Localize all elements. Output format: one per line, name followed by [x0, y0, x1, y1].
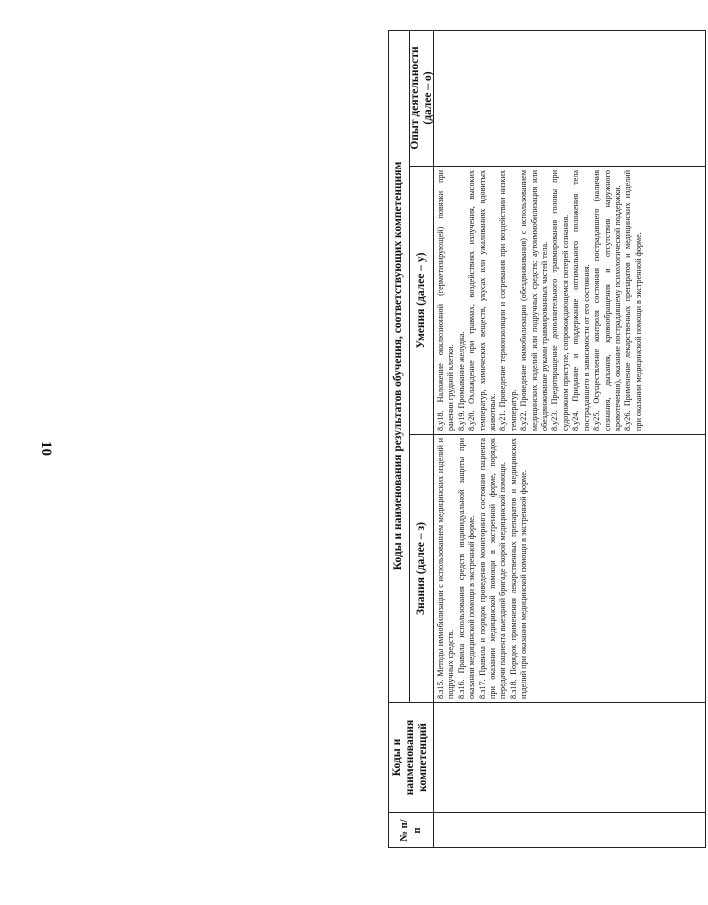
knowledge-item: 8.з15. Методы иммобилизации с использованием медицинских изделий и подручных средств. [436, 438, 456, 699]
header-experience: Опыт деятельности (далее – о) [410, 30, 434, 166]
cell-codes-empty [434, 702, 706, 812]
header-skills: Умения (далее – у) [410, 166, 434, 434]
skill-item: 8.у18. Наложение окклюзионной (герметизирующей) повязки при ранении грудной клетки. [436, 170, 456, 431]
rotated-table [388, 28, 708, 848]
cell-number-empty [434, 812, 706, 848]
cell-knowledge [434, 434, 706, 702]
knowledge-item: 8.з18. Порядок применения лекарственных препаратов и медицинских изделий при оказании медицинской помощи в экстренной форме. [508, 438, 529, 699]
header-knowledge: Знания (далее – з) [410, 434, 434, 702]
skill-item: 8.у20. Охлаждение при травмах, воздействиях излучения, высоких температур, химических веществ, укусах или ужаливаниях ядовитых животных. [467, 170, 498, 431]
header-number: № п/п [388, 812, 434, 848]
skill-item: 8.у23. Предотвращение дополнительного травмирования головы при судорожном приступе, сопровождающемся потерей сознания. [550, 170, 570, 431]
skill-item: 8.у24. Придание и поддержание оптимального положения тела пострадавшего в зависимости от его состояния. [571, 170, 591, 431]
page-number: 10 [38, 441, 54, 456]
cell-experience-empty [434, 30, 706, 166]
skill-item: 8.у26. Применение лекарственных препаратов и медицинских изделий при оказании медицинской помощи в экстренной форме. [623, 170, 643, 431]
header-codes: Коды и наименования компетенций [388, 702, 434, 812]
header-results: Коды и наименования результатов обучения, соответствующих компетенциям [388, 30, 410, 702]
skill-item: 8.у21. Проведение термоизоляции и согревания при воздействии низких температур. [498, 170, 518, 431]
cell-skills [434, 166, 706, 434]
skill-item: 8.у25. Осуществление контроля состояния пострадавшего (наличия сознания, дыхания, кровообращения и отсутствия наружного кровотечения), оказание пострадавшему психологической поддержки. [592, 170, 622, 431]
knowledge-item: 8.з16. Правила использования средств индивидуальной защиты при оказании медицинской помощи в экстренной форме. [456, 438, 477, 699]
knowledge-item: 8.з17. Правила и порядок проведения мониторинга состояния пациента при оказании медицинской помощи в экстренной форме, порядок передачи пациента выездной бригаде скорой медицинской помощи. [477, 438, 508, 699]
skill-item: 8.у22. Проведение иммобилизации (обездвиживания) с использованием медицинских изделий или подручных средств; аутоиммобилизация или обездвиживание руками травмированных частей тела. [519, 170, 550, 431]
skill-item: 8.у19. Промывание желудка. [456, 331, 466, 431]
